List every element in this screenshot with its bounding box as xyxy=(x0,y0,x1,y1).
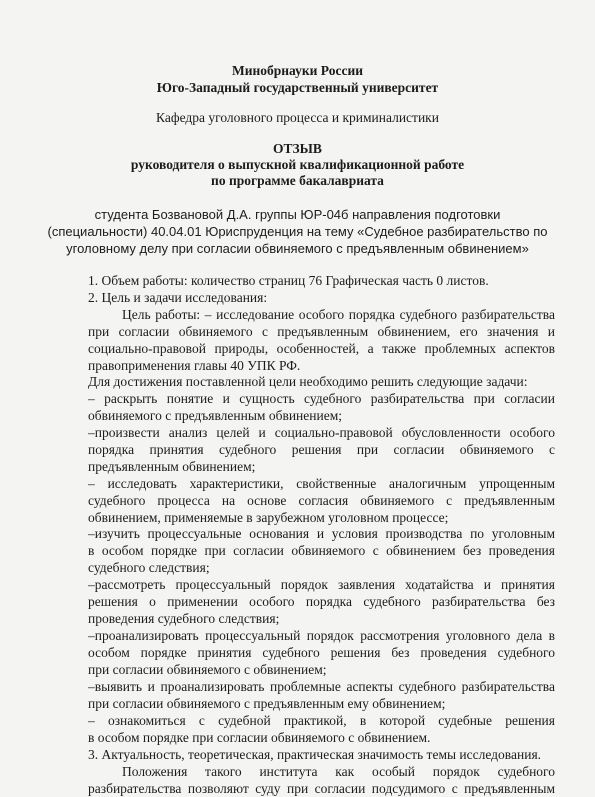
university-heading: Юго-Западный государственный университет xyxy=(156,80,439,95)
department-heading: Кафедра уголовного процесса и криминалистики xyxy=(156,110,439,125)
body-line: при согласии обвиняемого с обвинением; xyxy=(88,662,327,677)
body-line: в особом порядке при согласии обвиняемого с обвинением. xyxy=(88,730,431,745)
ministry-heading: Минобрнауки России xyxy=(231,63,364,78)
body-line: обвиняемого с предъявленным обвинением; xyxy=(88,408,343,423)
body-line: Положения такого института как особый порядок судебного xyxy=(122,764,555,779)
body-line: судебного следствия; xyxy=(88,560,210,575)
body-line: 1. Объем работы: количество страниц 76 Графическая часть 0 листов. xyxy=(88,273,489,288)
body-line: 3. Актуальность, теоретическая, практическая значимость темы исследования. xyxy=(88,747,542,762)
body-line: – исследовать характеристики, свойственные аналогичным упрощенным xyxy=(88,476,555,491)
body-line: судебного процесса на основе согласия обвиняемого с предъявленным xyxy=(88,493,555,508)
body-line: при согласии обвиняемого с предъявленным ему обвинением; xyxy=(88,696,446,711)
student-line-2: (специальности) 40.04.01 Юриспруденция на тему «Судебное разбирательство по xyxy=(47,224,548,239)
body-line: – раскрыть понятие и сущность судебного разбирательства при согласии xyxy=(88,391,555,406)
body-line: –произвести анализ целей и социально-правовой обусловленности особого xyxy=(88,425,555,440)
body-line: обвинением, применяемые в зарубежном уголовном процессе; xyxy=(88,510,449,525)
body-line: при согласии обвиняемого с предъявленным обвинением, его значения и xyxy=(88,324,555,339)
body-line: разбирательства позволяют суду при согласии подсудимого с предъявленным xyxy=(88,781,555,796)
body-line: –изучить процессуальные основания и условия производства по уголовным xyxy=(88,526,555,541)
student-line-3: уголовному делу при согласии обвиняемого с предъявленным обвинением» xyxy=(66,241,529,256)
body-line: –выявить и проанализировать проблемные аспекты судебного разбирательства xyxy=(88,679,555,694)
review-subtitle: руководителя о выпускной квалификационной работе xyxy=(130,157,465,172)
review-subtitle-program: по программе бакалавриата xyxy=(211,173,384,188)
body-line: –проанализировать процессуальный порядок рассмотрения уголовного дела в xyxy=(88,628,555,643)
body-line: правоприменения главы 40 УПК РФ. xyxy=(88,358,301,373)
student-line-1: студента Бозвановой Д.А. группы ЮР-04б направления подготовки xyxy=(94,207,501,222)
body-line: решения о применении особого порядка судебного разбирательства без xyxy=(88,594,555,609)
body-line: проведения судебного следствия; xyxy=(88,611,280,626)
body-line: порядка принятия судебного решения при согласии обвиняемого с xyxy=(88,442,555,457)
body-line: социально-правовой природы, особенностей, а также проблемных аспектов xyxy=(88,341,555,356)
body-line: Для достижения поставленной цели необходимо решить следующие задачи: xyxy=(88,374,528,389)
body-line: – ознакомиться с судебной практикой, в которой судебные решения xyxy=(88,713,555,728)
body-line: –рассмотреть процессуальный порядок заявления ходатайства и принятия xyxy=(88,577,555,592)
body-line: Цель работы: – исследование особого порядка судебного разбирательства xyxy=(122,307,555,322)
body-line: в особом порядке при согласии обвиняемого с обвинением без проведения xyxy=(88,543,555,558)
body-line: 2. Цель и задачи исследования: xyxy=(88,290,268,305)
review-title: ОТЗЫВ xyxy=(273,141,322,156)
body-line: особом порядке принятия судебного решения без проведения судебного xyxy=(88,645,555,660)
body-line: предъявленным обвинением; xyxy=(88,459,256,474)
